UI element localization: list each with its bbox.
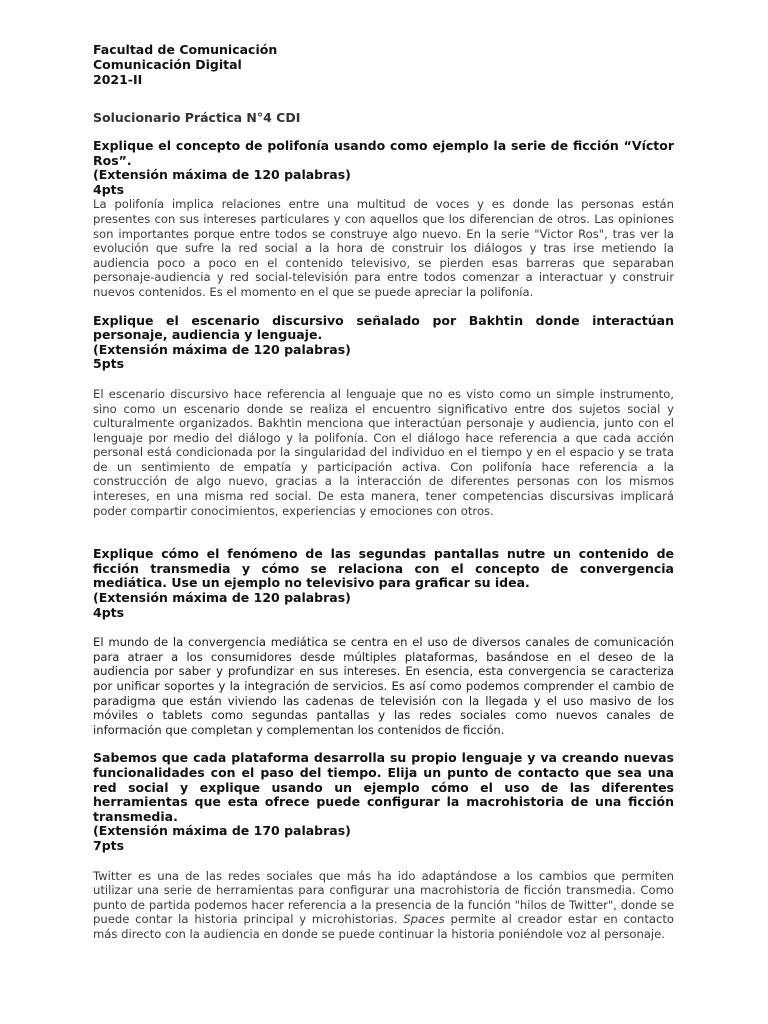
question-points: 7pts (93, 837, 125, 853)
question-block-2 (93, 314, 674, 519)
question-prompt: Explique cómo el fenómeno de las segundas pantallas nutre un contenido de ficción transmedia y cómo se relaciona con el concepto de convergencia mediática. Use un ejemplo no televisivo para graficar su idea. (93, 546, 674, 591)
answer-text: El escenario discursivo hace referencia al lenguaje que no es visto como un simple instrumento, sino como un escenario donde se realiza el encuentro significativo entre dos sujetos social y culturalmente organizados. Bakhtin menciona que interactúan personaje y audiencia, junto con el lenguaje por medio del diálogo y la polifonía. Con el diálogo hace referencia a que cada acción personal está condicionada por la singularidad del individuo en el tiempo y en el espacio y se trata de un sentimiento de empatía y participación activa. Con polifonía hace referencia a la construcción de algo nuevo, gracias a la interacción de diferentes personas con los mismos intereses, en una misma red social. De esta manera, tener competencias discursivas implicará poder compartir conocimientos, experiencias y emociones con otros. (93, 386, 674, 518)
question-points: 5pts (93, 356, 125, 372)
question-block-3 (93, 547, 674, 737)
answer-text: La polifonía implica relaciones entre una multitud de voces y es donde las personas están presentes con sus intereses particulares y con aquellos que los diferencian de otros. Las opiniones son importantes porque entre todos se construye algo nuevo. En la serie "Victor Ros", tras ver la evolución que sufre la red social a la hora de construir los diálogos y tras irse metiendo la audiencia poco a poco en el contenido televisivo, se pierden esas barreras que separaban personaje-audiencia y red social-televisión para entre todos comenzar a interactuar y construir nuevos contenidos. Es el momento en el que se puede apreciar la polifonía. (93, 197, 674, 299)
question-extension: (Extensión máxima de 120 palabras) (93, 341, 351, 357)
document-header (93, 42, 674, 87)
answer-text: El mundo de la convergencia mediática se centra en el uso de diversos canales de comunicación para atraer a los consumidores desde múltiples plataformas, basándose en el deseo de la audiencia por saber y profundizar en sus intereses. En esencia, esta convergencia se caracteriza por unificar soportes y la integración de servicios. Es así como podemos comprender el cambio de paradigma que están viviendo las cadenas de televisión con la llegada y el uso masivo de los móviles o tablets como segundas pantallas y las redes sociales como nuevos canales de información que completan y complementan los contenidos de ficción. (93, 635, 674, 737)
question-extension: (Extensión máxima de 120 palabras) (93, 167, 351, 183)
term: 2021-II (93, 72, 143, 87)
spaces-term: Spaces (403, 912, 445, 927)
answer-text (93, 869, 674, 942)
question-prompt: Explique el concepto de polifonía usando como ejemplo la serie de ficción “Víctor Ros”. (93, 138, 674, 168)
answer-text-part: permite al creador estar en contacto más directo con la audiencia en donde se puede continuar la historia poniéndole voz al personaje. (93, 912, 674, 941)
document-page (93, 42, 674, 942)
question-prompt: Explique el escenario discursivo señalado por Bakhtin donde interactúan personaje, audiencia y lenguaje. (93, 312, 674, 343)
question-points: 4pts (93, 604, 125, 620)
answer-text-part: Twitter es una de las redes sociales que más ha ido adaptándose a los cambios que permiten utilizar una serie de herramientas para configurar una macrohistoria de ficción transmedia. Como punto de partida podemos hacer referencia a la presencia de la función "hilos de Twitter", donde se puede contar la historia principal y microhistorias. (93, 868, 674, 927)
question-points: 4pts (93, 181, 125, 197)
question-block-4 (93, 751, 674, 941)
question-block-1 (93, 139, 674, 300)
document-title: Solucionario Práctica N°4 CDI (93, 110, 301, 125)
question-prompt: Sabemos que cada plataforma desarrolla su propio lenguaje y va creando nuevas funcionalidades con el paso del tiempo. Elija un punto de contacto que sea una red social y explique usando un ejemplo cómo el uso de las diferentes herramientas que esta ofrece puede configurar la macrohistoria de una ficción transmedia. (93, 750, 674, 824)
question-extension: (Extensión máxima de 120 palabras) (93, 590, 351, 606)
program-name: Comunicación Digital (93, 57, 242, 72)
faculty-name: Facultad de Comunicación (93, 42, 278, 57)
question-extension: (Extensión máxima de 170 palabras) (93, 823, 351, 839)
